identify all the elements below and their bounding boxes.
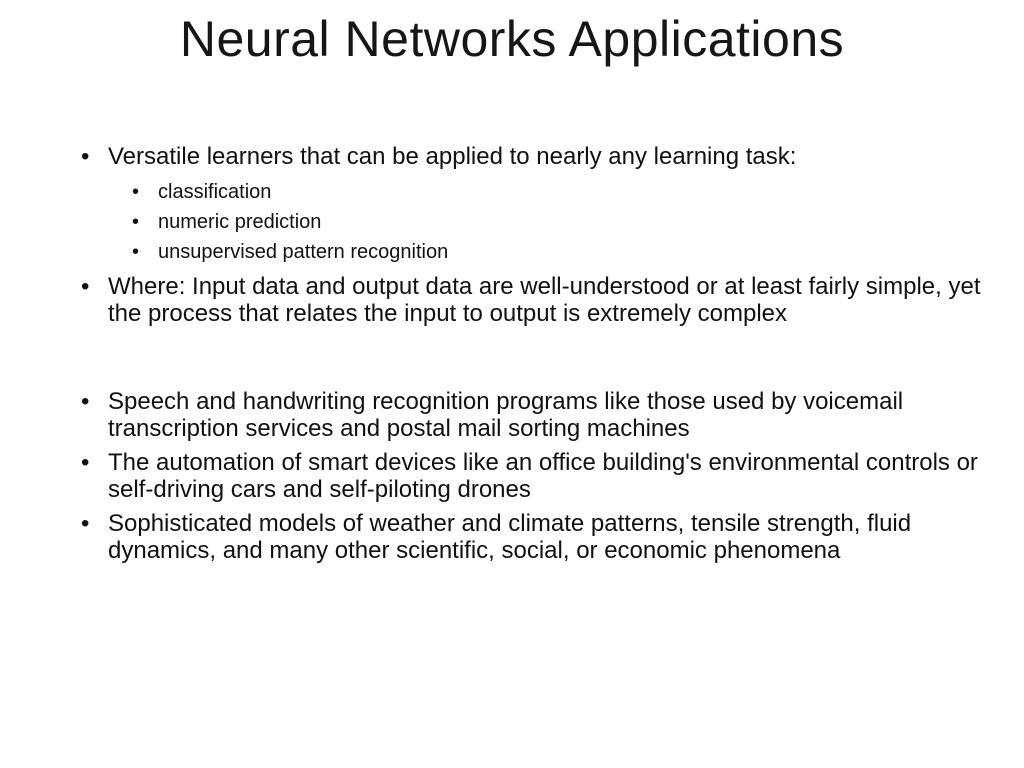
sub-bullet-text: classification (158, 181, 272, 203)
bullet-icon: • (132, 211, 140, 233)
sub-bullet-text: unsupervised pattern recognition (158, 241, 449, 263)
slide-title: Neural Networks Applications (179, 11, 845, 67)
bullet-icon: • (81, 449, 90, 476)
bullet-icon: • (81, 510, 90, 537)
bullet-text: Speech and handwriting recognition programs like those used by voicemail transcription services and postal mail sorting machines (108, 388, 904, 442)
bullet-list (78, 143, 988, 571)
bullet-icon: • (132, 181, 140, 203)
bullet-text: The automation of smart devices like an office building's environmental controls or self-driving cars and self-piloting drones (108, 449, 978, 503)
sub-bullet-item (78, 177, 988, 207)
bullet-text: Sophisticated models of weather and climate patterns, tensile strength, fluid dynamics, and many other scientific, social, or economic phenomena (108, 510, 912, 564)
bullet-icon: • (81, 388, 90, 415)
sub-bullet-list (78, 177, 988, 267)
bullet-icon: • (81, 143, 90, 170)
bullet-item-where (78, 273, 988, 327)
sub-bullet-item (78, 207, 988, 237)
bullet-text: Where: Input data and output data are well-understood or at least fairly simple, yet the process that relates the input to output is extremely complex (108, 273, 981, 327)
spacer (78, 334, 988, 388)
bullet-item-speech-recognition (78, 388, 988, 442)
bullet-icon: • (132, 241, 140, 263)
bullet-item-versatile-learners (78, 143, 988, 170)
bullet-item-sophisticated-models (78, 510, 988, 564)
bullet-item-smart-devices (78, 449, 988, 503)
bullet-icon: • (81, 273, 90, 300)
bullet-text: Versatile learners that can be applied to nearly any learning task: (108, 143, 797, 170)
sub-bullet-text: numeric prediction (158, 211, 322, 233)
sub-bullet-item (78, 237, 988, 267)
